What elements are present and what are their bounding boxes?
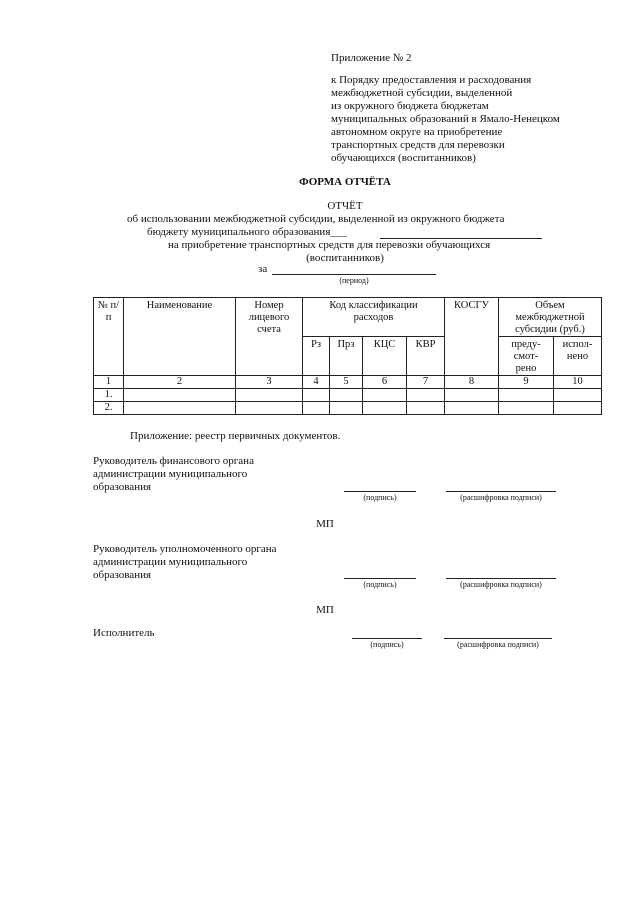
appendix-line: к Порядку предоставления и расходования — [331, 74, 532, 86]
column-number: 10 — [554, 376, 602, 389]
column-number: 5 — [330, 376, 363, 389]
table-cell — [303, 389, 330, 402]
column-number: 6 — [363, 376, 407, 389]
signatory-role-line: Исполнитель — [93, 627, 155, 639]
column-numbers-row — [94, 376, 602, 389]
header-code-group — [303, 298, 445, 337]
header-rz — [303, 337, 330, 376]
appendix-line: транспортных средств для перевозки — [331, 139, 505, 151]
column-number: 2 — [124, 376, 236, 389]
table-cell — [330, 402, 363, 415]
header-executed-label: испол-нено — [562, 339, 593, 362]
appendix-line: обучающихся (воспитанников) — [331, 152, 476, 164]
appendix-line: муниципальных образований в Ямало-Ненецком — [331, 113, 560, 125]
table-cell — [124, 389, 236, 402]
report-line-2: бюджету муниципального образования___ — [147, 226, 347, 238]
table-row — [94, 389, 602, 402]
decode-caption: (расшифровка подписи) — [457, 640, 539, 649]
report-line-4: (воспитанников) — [306, 252, 384, 264]
signatory-role-line: образования — [93, 481, 152, 493]
header-num-label: № п/п — [97, 300, 120, 323]
column-number: 4 — [303, 376, 330, 389]
header-name — [124, 298, 236, 376]
header-planned-label: преду-смот-рено — [511, 339, 541, 374]
decode-caption: (расшифровка подписи) — [460, 493, 542, 502]
signatory-role-line: администрации муниципального — [93, 556, 248, 568]
row-num: 1. — [94, 389, 124, 402]
report-title: ОТЧЁТ — [327, 200, 363, 212]
header-volume-group — [499, 298, 602, 337]
table-cell — [445, 402, 499, 415]
appendix-line: автономном округе на приобретение — [331, 126, 503, 138]
signature-decode-line — [446, 491, 556, 492]
period-blank-line — [272, 274, 436, 275]
seal-mark: МП — [316, 518, 334, 530]
header-kvr-label: КВР — [415, 339, 436, 350]
signatory-role-line: Руководитель финансового органа — [93, 455, 254, 467]
report-line-1: об использовании межбюджетной субсидии, выделенной из окружного бюджета — [127, 213, 505, 225]
report-line-3: на приобретение транспортных средств для перевозки обучающихся — [168, 239, 491, 251]
signature-line — [352, 638, 422, 639]
table-cell — [363, 402, 407, 415]
table-cell — [554, 402, 602, 415]
column-number: 1 — [94, 376, 124, 389]
header-num — [94, 298, 124, 376]
table-cell — [236, 389, 303, 402]
signature-line — [344, 578, 416, 579]
header-code-group-label: Код классификации расходов — [329, 300, 418, 323]
table-row — [94, 402, 602, 415]
header-volume-group-label: Объем межбюджетной субсидии (руб.) — [515, 300, 585, 335]
table-cell — [303, 402, 330, 415]
column-number: 3 — [236, 376, 303, 389]
signature-caption: (подпись) — [363, 493, 397, 502]
table-cell — [554, 389, 602, 402]
signature-caption: (подпись) — [363, 580, 397, 589]
column-number: 9 — [499, 376, 554, 389]
appendix-line: межбюджетной субсидии, выделенной — [331, 87, 513, 99]
signature-decode-line — [444, 638, 552, 639]
header-kvr — [407, 337, 445, 376]
header-account-label: Номер лицевого счета — [248, 300, 290, 335]
header-name-label: Наименование — [146, 300, 213, 311]
row-num: 2. — [94, 402, 124, 415]
signatory-role-line: Руководитель уполномоченного органа — [93, 543, 277, 555]
header-kosgu — [445, 298, 499, 376]
header-executed — [554, 337, 602, 376]
signature-caption: (подпись) — [370, 640, 404, 649]
appendix-line: из окружного бюджета бюджетам — [331, 100, 489, 112]
signature-line — [344, 491, 416, 492]
table-cell — [363, 389, 407, 402]
header-kosgu-label: КОСГУ — [454, 300, 489, 311]
table-cell — [407, 389, 445, 402]
table-cell — [330, 389, 363, 402]
column-number: 8 — [445, 376, 499, 389]
appendix-number: Приложение № 2 — [331, 52, 412, 64]
header-kcs-label: КЦС — [373, 339, 396, 350]
report-table — [93, 297, 602, 415]
header-prz-label: Прз — [337, 339, 355, 350]
table-cell — [499, 389, 554, 402]
header-kcs — [363, 337, 407, 376]
table-cell — [407, 402, 445, 415]
header-rz-label: Рз — [311, 339, 321, 350]
attachment-note: Приложение: реестр первичных документов. — [130, 430, 341, 442]
header-planned — [499, 337, 554, 376]
form-title: ФОРМА ОТЧЁТА — [299, 176, 391, 188]
header-prz — [330, 337, 363, 376]
table-cell — [124, 402, 236, 415]
table-cell — [445, 389, 499, 402]
signature-decode-line — [446, 578, 556, 579]
table-cell — [236, 402, 303, 415]
period-prefix: за — [258, 263, 268, 275]
seal-mark: МП — [316, 604, 334, 616]
table-cell — [499, 402, 554, 415]
decode-caption: (расшифровка подписи) — [460, 580, 542, 589]
signatory-role-line: администрации муниципального — [93, 468, 248, 480]
period-caption: (период) — [339, 276, 369, 285]
signatory-role-line: образования — [93, 569, 152, 581]
column-number: 7 — [407, 376, 445, 389]
header-account — [236, 298, 303, 376]
